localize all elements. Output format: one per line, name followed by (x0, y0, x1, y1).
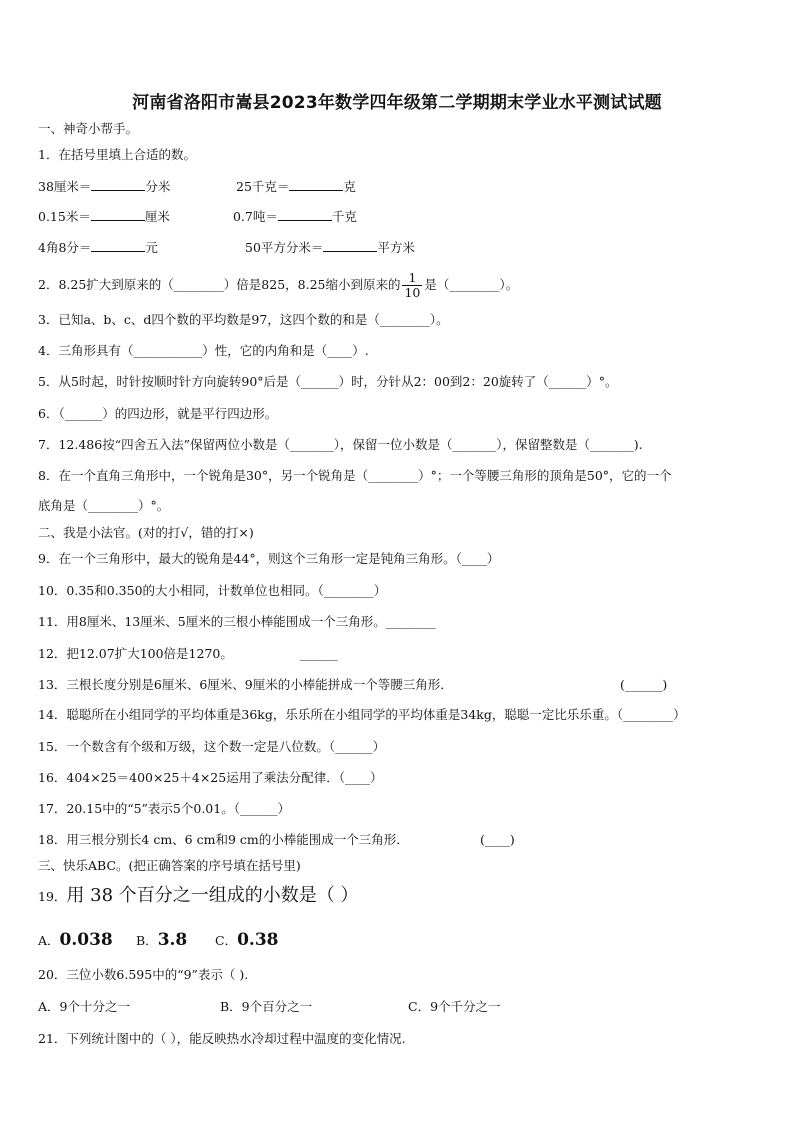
question-20: 20．三位小数6.595中的“9”表示（ ). (38, 967, 249, 982)
question-2-text-before: 2．8.25扩大到原来的（________）倍是825，8.25缩小到原来的 (38, 277, 401, 292)
question-16: 16．404×25＝400×25＋4×25运用了乘法分配律．（____） (38, 770, 383, 785)
option-b-value: 3.8 (157, 930, 188, 950)
question-2-text-after: 是（________）。 (424, 277, 519, 292)
section-heading-2: 二、我是小法官。(对的打√，错的打×) (38, 525, 254, 540)
question-18: 18．用三根分别长4 cm、6 cm和9 cm的小棒能围成一个三角形． (38, 832, 409, 847)
option-c-label: C． (215, 933, 238, 948)
answer-blank[interactable] (91, 238, 145, 252)
answer-blank[interactable] (323, 238, 377, 252)
option-a[interactable]: A．9个十分之一 (38, 999, 130, 1014)
question-12-blank[interactable]: ______ (300, 646, 338, 661)
question-2 (38, 268, 758, 302)
fraction-numerator: 1 (402, 271, 422, 286)
q1-row3-left-unit: 元 (145, 240, 158, 255)
option-a-value: 0.038 (59, 930, 113, 950)
question-13-row (38, 676, 758, 694)
question-5: 5．从5时起，时针按顺时针方向旋转90°后是（______）时，分针从2：00到2：20旋转了（______）°。 (38, 374, 618, 389)
question-10: 10．0.35和0.350的大小相同，计数单位也相同。（________） (38, 583, 387, 598)
option-b[interactable] (136, 927, 187, 954)
page-title: 河南省洛阳市嵩县2023年数学四年级第二学期期末学业水平测试试题 (132, 93, 662, 113)
option-a-label: A． (38, 933, 60, 948)
q1-row1-right-unit: 克 (343, 179, 356, 194)
question-19-text: 用 38 个百分之一组成的小数是（ ） (66, 885, 359, 906)
q1-row1-left-unit: 分米 (145, 179, 171, 194)
question-7: 7．12.486按“四舍五入法”保留两位小数是（_______），保留一位小数是（_______），保留整数是（_______). (38, 437, 643, 452)
q1-row3-right-label: 50平方分米＝ (245, 240, 324, 255)
option-c[interactable] (215, 927, 278, 954)
section-heading-1: 一、神奇小帮手。 (38, 121, 139, 136)
answer-blank[interactable] (278, 207, 332, 221)
question-12-row (38, 645, 758, 663)
question-6: 6．（______）的四边形，就是平行四边形。 (38, 406, 278, 421)
q1-row2-right-unit: 千克 (331, 209, 357, 224)
option-b-label: B． (136, 933, 158, 948)
question-17: 17．20.15中的“5”表示5个0.01。（______） (38, 801, 290, 816)
question-18-row (38, 831, 758, 849)
question-14: 14．聪聪所在小组同学的平均体重是36kg，乐乐所在小组同学的平均体重是34kg，聪聪一定比乐乐重。（________） (38, 707, 686, 722)
q1-row2-left-label: 0.15米＝ (38, 209, 91, 224)
option-b[interactable]: B．9个百分之一 (220, 999, 313, 1014)
question-21: 21．下列统计图中的（ ），能反映热水冷却过程中温度的变化情况. (38, 1031, 406, 1046)
q1-row2-left-unit: 厘米 (144, 209, 170, 224)
question-12: 12．把12.07扩大100倍是1270。 (38, 646, 233, 661)
answer-blank[interactable] (91, 177, 145, 191)
q1-row3-left-label: 4角8分＝ (38, 240, 92, 255)
q1-row1-right-label: 25千克＝ (236, 179, 290, 194)
q1-row2-right-label: 0.7吨＝ (233, 209, 278, 224)
question-13: 13．三根长度分别是6厘米、6厘米、9厘米的小棒能拼成一个等腰三角形． (38, 677, 453, 692)
question-19 (38, 884, 758, 910)
question-8-line-2: 底角是（________）°。 (38, 498, 170, 513)
answer-blank[interactable] (91, 207, 145, 221)
question-11: 11．用8厘米、13厘米、5厘米的三根小棒能围成一个三角形。________ (38, 614, 436, 629)
fraction-one-tenth (402, 271, 422, 300)
option-a[interactable] (38, 927, 113, 954)
question-18-answer[interactable]: (____) (480, 832, 515, 847)
section-heading-3: 三、快乐ABC。(把正确答案的序号填在括号里) (38, 858, 301, 873)
answer-blank[interactable] (289, 177, 343, 191)
option-c-value: 0.38 (237, 930, 279, 950)
q1-row1-left-label: 38厘米＝ (38, 179, 92, 194)
question-1-stem: 1．在括号里填上合适的数。 (38, 147, 196, 162)
question-13-answer[interactable]: (______) (620, 677, 668, 692)
question-9: 9．在一个三角形中，最大的锐角是44°，则这个三角形一定是钝角三角形。（____） (38, 551, 500, 566)
fraction-denominator: 10 (404, 285, 421, 300)
question-8-line-1: 8．在一个直角三角形中，一个锐角是30°，另一个锐角是（________）°；一个等腰三角形的顶角是50°，它的一个 (38, 468, 672, 483)
question-3: 3．已知a、b、c、d四个数的平均数是97，这四个数的和是（________）。 (38, 312, 449, 327)
question-15: 15．一个数含有个级和万级，这个数一定是八位数。（______） (38, 739, 386, 754)
q1-row3-right-unit: 平方米 (377, 240, 415, 255)
question-4: 4．三角形具有（___________）性，它的内角和是（____）. (38, 343, 369, 358)
option-c[interactable]: C．9个千分之一 (408, 999, 501, 1014)
question-19-number: 19． (38, 889, 67, 904)
